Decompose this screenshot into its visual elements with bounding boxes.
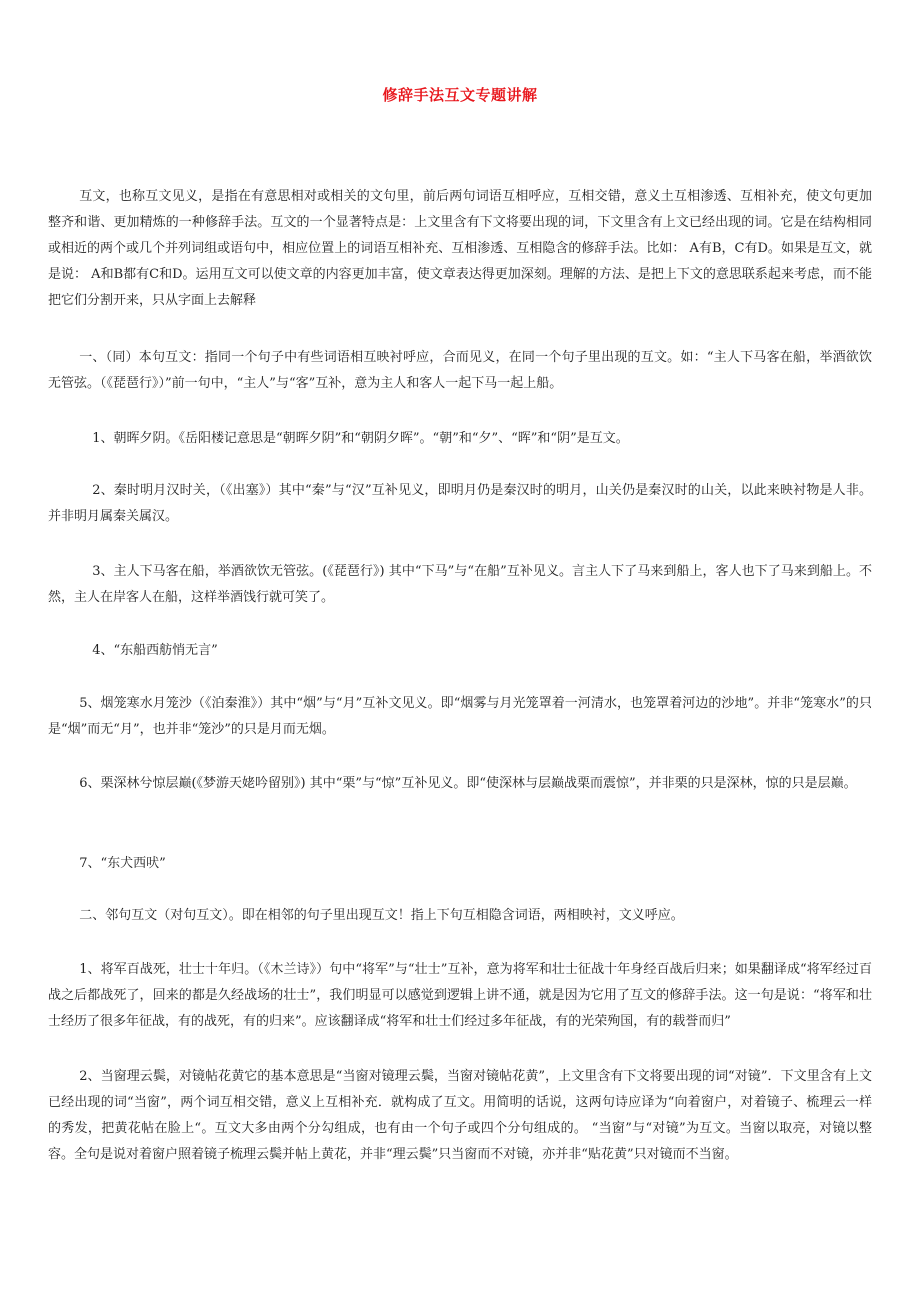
paragraph-example-6: 6、栗深林兮惊层巅(《梦游天姥吟留别》) 其中“栗”与“惊”互补见义。即“使深林与层巅战栗而震惊”，并非栗的只是深林，惊的只是层巅。 [79,776,857,791]
paragraph-section-two: 二、邻句互文（对句互文）。即在相邻的句子里出现互文！指上下句互相隐含词语，两相映衬，文义呼应。 [79,908,684,923]
paragraph-example-2: 2、秦时明月汉时关，（《出塞》）其中“秦”与“汉”互补见义，即明月仍是秦汉时的明月，山关仍是秦汉时的山关，以此来映衬物是人非。并非明月属秦关属汉。 [48,483,872,524]
paragraph-section-one: 一、（同）本句互文：指同一个句子中有些词语相互映衬呼应，合而见义，在同一个句子里出现的互文。如：“主人下马客在船，举酒欲饮无管弦。（《琵琶行》）”前一句中，“主人”与“客”互补，意为主人和客人一起下马一起上船。 [48,350,872,391]
paragraph-example-5: 5、烟笼寒水月笼沙（《泊秦淮》）其中“烟”与“月”互补文见义。即“烟雾与月光笼罩着一河清水，也笼罩着河边的沙地”。并非“笼寒水”的只是“烟”而无“月”，也并非“笼沙”的只是月而无烟。 [48,696,872,737]
paragraph-example-3: 3、主人下马客在船，举酒欲饮无管弦。(《琵琶行》) 其中“下马”与“在船”互补见义。言主人下了马来到船上，客人也下了马来到船上。不然，主人在岸客人在船，这样举酒饯行就可笑了。 [48,564,872,605]
paragraph-example-8: 1、将军百战死，壮士十年归。（《木兰诗》）句中“将军”与“壮士”互补，意为将军和壮士征战十年身经百战后归来；如果翻译成“将军经过百战之后都战死了，回来的都是久经战场的壮士”，我们明显可以感觉到逻辑上讲不通，就是因为它用了互文的修辞手法。这一句是说：“将军和壮士经历了很多年征战，有的战死，有的归来”。应该翻译成“将军和壮士们经过多年征战，有的光荣殉国，有的载誉而归” [48,962,872,1029]
paragraph-example-9: 2、当窗理云鬓，对镜帖花黄它的基本意思是“当窗对镜理云鬓，当窗对镜帖花黄”，上文里含有下文将要出现的词“对镜”．下文里含有上文已经出现的词“当窗”，两个词互相交错，意义上互相补充．就构成了互文。用简明的话说，这两句诗应译为“向着窗户，对着镜子、梳理云一样的秀发，把黄花帖在脸上“。互文大多由两个分勾组成，也有由一个句子或四个分句组成的。 “当窗”与“对镜”为互文。当窗以取亮，对镜以整容。全句是说对着窗户照着镜子梳理云鬓并帖上黄花，并非“理云鬓”只当窗而不对镜，亦并非“贴花黄”只对镜而不当窗。 [48,1069,872,1162]
paragraph-intro: 互文，也称互文见义，是指在有意思相对或相关的文句里，前后两句词语互相呼应，互相交错，意义土互相渗透、互相补充，使文句更加整齐和谐、更加精炼的一种修辞手法。互文的一个显著特点是：上文里含有下文将要出现的词，下文里含有上文已经出现的词。它是在结构相同或相近的两个或几个并列词组或语句中，相应位置上的词语互相补充、互相渗透、互相隐含的修辞手法。比如： A有B，C有D。如果是互文，就是说： A和B都有C和D。运用互文可以使文章的内容更加丰富，使文章表达得更加深刻。理解的方法、是把上下文的意思联系起来考虑，而不能把它们分割开来，只从字面上去解释 [48,189,872,308]
paragraph-example-7: 7、“东犬西吠” [79,856,166,871]
document-title: 修辞手法互文专题讲解 [382,86,538,104]
paragraph-example-1: 1、朝晖夕阴。《岳阳楼记意思是“朝晖夕阴”和“朝阴夕晖”。“朝”和“夕”、“晖”和“阴”是互文。 [92,431,629,446]
paragraph-example-4: 4、“东船西舫悄无言” [92,643,218,658]
